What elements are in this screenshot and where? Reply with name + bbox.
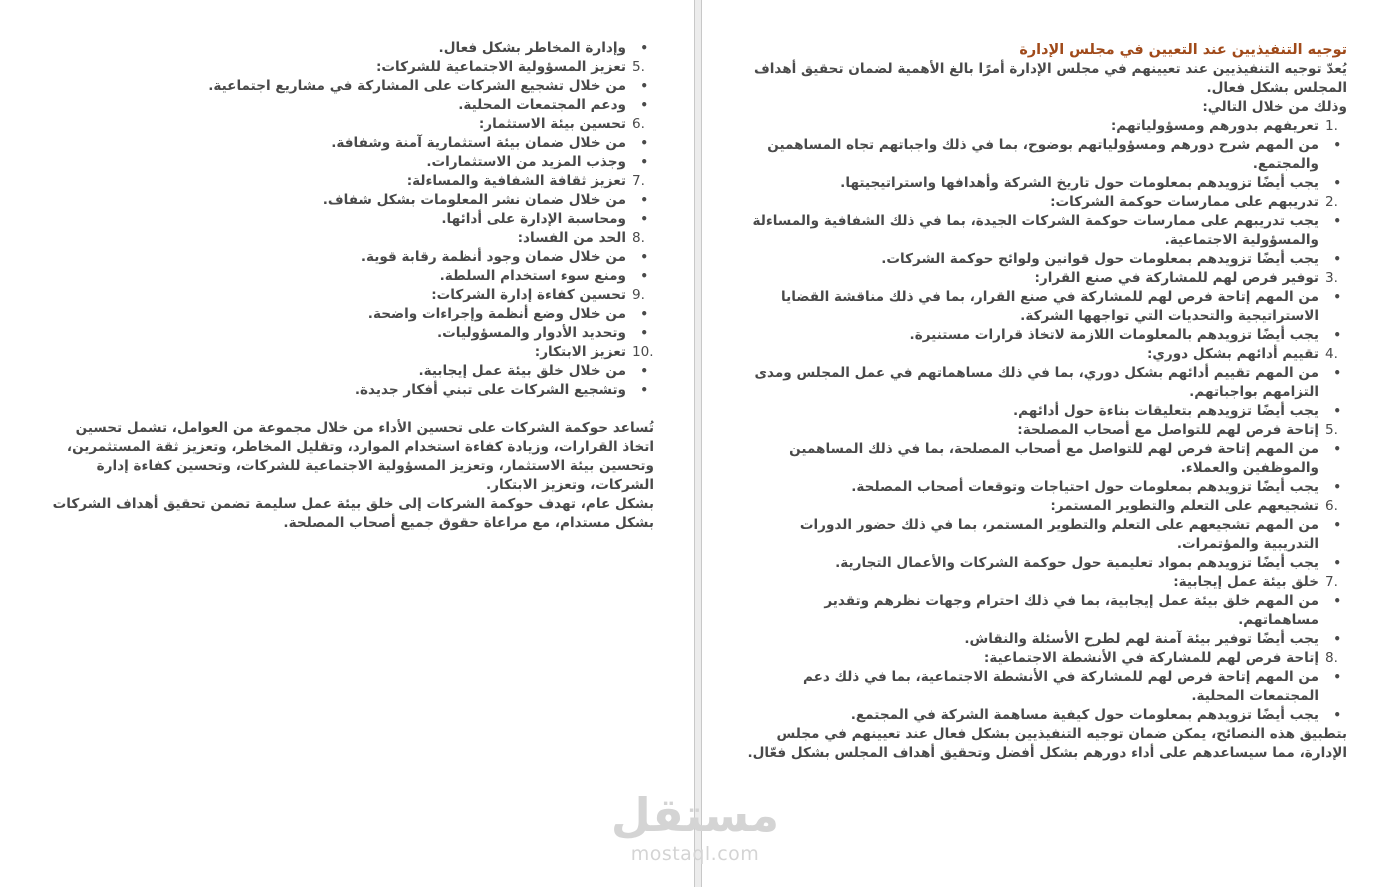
- list-bullet: • من المهم خلق بيئة عمل إيجابية، بما في ذلك احترام وجهات نظرهم وتقدير مساهماتهم.: [747, 592, 1347, 630]
- left-numbered-list: [44, 58, 654, 400]
- heading-text: تحسين كفاءة إدارة الشركات:: [431, 287, 626, 303]
- list-bullet: • من المهم تشجيعهم على التعلم والتطوير المستمر، بما في ذلك حضور الدورات التدريبية والمؤتمرات.: [747, 516, 1347, 554]
- list-bullet: • وتحديد الأدوار والمسؤوليات.: [44, 324, 654, 343]
- list-bullet: • ودعم المجتمعات المحلية.: [44, 96, 654, 115]
- list-bullet: • من المهم تقييم أدائهم بشكل دوري، بما في ذلك مساهماتهم في عمل المجلس ومدى التزامهم بواجباتهم.: [747, 364, 1347, 402]
- heading-text: إتاحة فرص لهم للتواصل مع أصحاب المصلحة:: [1017, 422, 1319, 438]
- list-number: 7.: [1325, 574, 1338, 590]
- list-bullet: • من خلال خلق بيئة عمل إيجابية.: [44, 362, 654, 381]
- numbered-heading: [747, 193, 1347, 212]
- list-number: 5.: [632, 59, 645, 75]
- numbered-heading: [44, 286, 654, 305]
- intro-paragraph: يُعدّ توجيه التنفيذيين عند تعيينهم في مجلس الإدارة أمرًا بالغ الأهمية لضمان تحقيق أهداف المجلس بشكل فعال.: [753, 61, 1347, 96]
- mostaql-watermark-logo: [600, 787, 790, 865]
- right-page-text: [747, 41, 1347, 763]
- page-gutter: [694, 0, 702, 887]
- numbered-heading: [44, 172, 654, 191]
- heading-text: تقييم أدائهم بشكل دوري:: [1147, 346, 1319, 362]
- list-bullet: • يجب أيضًا تزويدهم بمعلومات حول تاريخ الشركة وأهدافها واستراتيجيتها.: [747, 174, 1347, 193]
- list-bullet: • يجب أيضًا توفير بيئة آمنة لهم لطرح الأسئلة والنقاش.: [747, 630, 1347, 649]
- list-bullet: • من المهم إتاحة فرص لهم للتواصل مع أصحاب المصلحة، بما في ذلك المساهمين والموظفين والعملاء.: [747, 440, 1347, 478]
- heading-text: تعريفهم بدورهم ومسؤولياتهم:: [1110, 118, 1319, 134]
- heading-text: تدريبهم على ممارسات حوكمة الشركات:: [1050, 194, 1319, 210]
- numbered-heading: [747, 497, 1347, 516]
- numbered-heading: [44, 58, 654, 77]
- numbered-heading: [747, 345, 1347, 364]
- list-bullet: • من خلال ضمان بيئة استثمارية آمنة وشفافة.: [44, 134, 654, 153]
- list-bullet: • ومنع سوء استخدام السلطة.: [44, 267, 654, 286]
- heading-text: إتاحة فرص لهم للمشاركة في الأنشطة الاجتماعية:: [983, 650, 1319, 666]
- list-number: 6.: [1325, 498, 1338, 514]
- list-number: 10.: [632, 344, 654, 360]
- list-number: 2.: [1325, 194, 1338, 210]
- list-number: 6.: [632, 116, 645, 132]
- list-number: 9.: [632, 287, 645, 303]
- conclusion-paragraph: بشكل عام، تهدف حوكمة الشركات إلى خلق بيئة عمل سليمة تضمن تحقيق أهداف الشركات بشكل مستدام، مع مراعاة حقوق جميع أصحاب المصلحة.: [52, 496, 654, 531]
- list-bullet: • وإدارة المخاطر بشكل فعال.: [44, 39, 654, 58]
- list-bullet: • من المهم إتاحة فرص لهم للمشاركة في صنع القرار، بما في ذلك مناقشة القضايا الاستراتيجية والتحديات التي تواجهها الشركة.: [747, 288, 1347, 326]
- left-page-text: [44, 39, 654, 533]
- list-bullet: • يجب أيضًا تزويدهم بمعلومات حول احتياجات وتوقعات أصحاب المصلحة.: [747, 478, 1347, 497]
- list-number: 3.: [1325, 270, 1338, 286]
- list-number: 5.: [1325, 422, 1338, 438]
- right-numbered-list: [747, 117, 1347, 725]
- summary-paragraph: تُساعد حوكمة الشركات على تحسين الأداء من خلال مجموعة من العوامل، تشمل تحسين اتخاذ القرارات، وزيادة كفاءة استخدام الموارد، وتقليل المخاطر، وتعزيز ثقة المستثمرين، وتحسين بيئة الاستثمار، وتعزيز المسؤولية الاجتماعية للشركات، وتحسين كفاءة إدارة الشركات، وتعزيز الابتكار.: [66, 420, 654, 493]
- numbered-heading: [747, 573, 1347, 592]
- numbered-heading: [747, 117, 1347, 136]
- list-number: 4.: [1325, 346, 1338, 362]
- list-bullet: • وتشجيع الشركات على تبني أفكار جديدة.: [44, 381, 654, 400]
- list-bullet: • ومحاسبة الإدارة على أدائها.: [44, 210, 654, 229]
- list-bullet: • من المهم شرح دورهم ومسؤولياتهم بوضوح، بما في ذلك واجباتهم تجاه المساهمين والمجتمع.: [747, 136, 1347, 174]
- list-number: 8.: [632, 230, 645, 246]
- heading-text: توفير فرص لهم للمشاركة في صنع القرار:: [1034, 270, 1319, 286]
- heading-text: تعزيز ثقافة الشفافية والمساءلة:: [406, 173, 626, 189]
- numbered-heading: [747, 649, 1347, 668]
- list-bullet: • يجب أيضًا تزويدهم بمعلومات حول قوانين ولوائح حوكمة الشركات.: [747, 250, 1347, 269]
- list-bullet: • من خلال ضمان نشر المعلومات بشكل شفاف.: [44, 191, 654, 210]
- list-bullet: • من خلال ضمان وجود أنظمة رقابة قوية.: [44, 248, 654, 267]
- list-bullet: • يجب أيضًا تزويدهم بالمعلومات اللازمة لاتخاذ قرارات مستنيرة.: [747, 326, 1347, 345]
- numbered-heading: [44, 229, 654, 248]
- closing-paragraph: بتطبيق هذه النصائح، يمكن ضمان توجيه التنفيذيين بشكل فعال عند تعيينهم في مجلس الإدارة، مما سيساعدهم على أداء دورهم بشكل أفضل وتحقيق أهداف المجلس بشكل فعّال.: [747, 726, 1347, 761]
- watermark-latin-text: mostaql.com: [630, 843, 760, 865]
- numbered-heading: [747, 269, 1347, 288]
- list-bullet: • يجب تدريبهم على ممارسات حوكمة الشركات الجيدة، بما في ذلك الشفافية والمساءلة والمسؤولية الاجتماعية.: [747, 212, 1347, 250]
- list-bullet: • يجب أيضًا تزويدهم بتعليقات بناءة حول أدائهم.: [747, 402, 1347, 421]
- heading-text: الحد من الفساد:: [517, 230, 626, 246]
- numbered-heading: [44, 343, 654, 362]
- intro-lead-in: وذلك من خلال التالي:: [1202, 99, 1347, 115]
- list-bullet: • وجذب المزيد من الاستثمارات.: [44, 153, 654, 172]
- heading-text: تعزيز المسؤولية الاجتماعية للشركات:: [375, 59, 626, 75]
- watermark-arabic-text: مستقل: [610, 788, 780, 842]
- heading-text: تحسين بيئة الاستثمار:: [478, 116, 626, 132]
- list-number: 1.: [1325, 118, 1338, 134]
- list-bullet: • من خلال وضع أنظمة وإجراءات واضحة.: [44, 305, 654, 324]
- section-title: توجيه التنفيذيين عند التعيين في مجلس الإدارة: [1019, 42, 1347, 58]
- numbered-heading: [44, 115, 654, 134]
- list-bullet: • يجب أيضًا تزويدهم بمعلومات حول كيفية مساهمة الشركة في المجتمع.: [747, 706, 1347, 725]
- list-bullet: • من المهم إتاحة فرص لهم للمشاركة في الأنشطة الاجتماعية، بما في ذلك دعم المجتمعات المحلية.: [747, 668, 1347, 706]
- list-number: 8.: [1325, 650, 1338, 666]
- heading-text: خلق بيئة عمل إيجابية:: [1173, 574, 1319, 590]
- list-bullet: • من خلال تشجيع الشركات على المشاركة في مشاريع اجتماعية.: [44, 77, 654, 96]
- heading-text: تعزيز الابتكار:: [534, 344, 626, 360]
- list-bullet: • يجب أيضًا تزويدهم بمواد تعليمية حول حوكمة الشركات والأعمال التجارية.: [747, 554, 1347, 573]
- document-page-right: [702, 0, 1387, 887]
- heading-text: تشجيعهم على التعلم والتطوير المستمر:: [1050, 498, 1319, 514]
- list-number: 7.: [632, 173, 645, 189]
- numbered-heading: [747, 421, 1347, 440]
